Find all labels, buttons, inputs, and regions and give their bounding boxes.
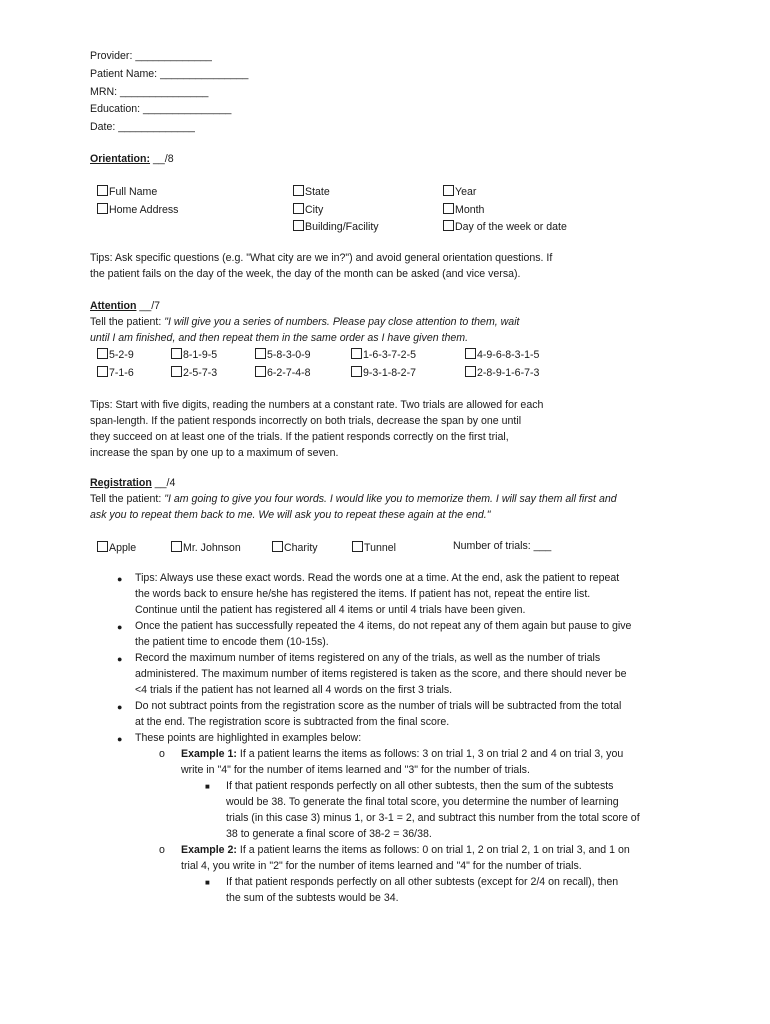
checkbox-icon (465, 366, 476, 377)
checkbox-label: 9-3-1-8-2-7 (363, 367, 416, 379)
checkbox-label: 8-1-9-5 (183, 349, 218, 361)
orientation-tips-line: Tips: Ask specific questions (e.g. "What city are we in?") and avoid general orientation questions. If (90, 252, 553, 264)
checkbox-icon (293, 203, 304, 214)
example1-sub-line: 38 to generate a final score of 38-2 = 36/38. (226, 828, 432, 840)
checkbox-icon (443, 220, 454, 231)
registration-word-charity[interactable] (272, 540, 318, 556)
example1-label: Example 1: (181, 748, 237, 760)
instruction-prefix: Tell the patient: (90, 316, 165, 328)
example2-line: trial 4, you write in "2" for the number of items learned and "4" for the number of trials. (181, 860, 582, 872)
square-bullet-icon: ■ (205, 782, 210, 791)
attention-title: Attention (90, 300, 137, 312)
registration-bullet-line: Record the maximum number of items registered on any of the trials, as well as the number of trials (135, 652, 601, 664)
attention-tips-line: they succeed on at least one of the trials. If the patient responds correctly on the first trial, (90, 431, 509, 443)
checkbox-label: 5-8-3-0-9 (267, 349, 311, 361)
example1-sub-line: would be 38. To generate the final total score, you determine the number of learning (226, 796, 619, 808)
attention-span-checkbox[interactable] (351, 347, 416, 363)
checkbox-icon (171, 366, 182, 377)
checkbox-icon (255, 366, 266, 377)
checkbox-icon (293, 185, 304, 196)
example2-sub-line: the sum of the subtests would be 34. (226, 892, 399, 904)
registration-bullet-line: the patient time to encode them (10-15s). (135, 636, 329, 648)
attention-span-checkbox[interactable] (351, 365, 416, 381)
checkbox-label: Month (455, 204, 485, 216)
registration-bullet-line: Continue until the patient has registered all 4 items or until 4 trials have been given. (135, 604, 526, 616)
orientation-checkbox-state[interactable] (293, 184, 330, 200)
registration-bullet-line: Once the patient has successfully repeated the 4 items, do not repeat any of them again but pause to give (135, 620, 632, 632)
example2-text: If a patient learns the items as follows: 0 on trial 1, 2 on trial 2, 1 on trial 3, and 1 on (236, 844, 630, 856)
registration-bullet-line: Tips: Always use these exact words. Read the words one at a time. At the end, ask the patient to repeat (135, 572, 620, 584)
date-field: Date: _____________ (90, 121, 195, 133)
checkbox-label: 2-5-7-3 (183, 367, 218, 379)
example2-line (181, 842, 630, 858)
registration-bullet-line: These points are highlighted in examples below: (135, 732, 362, 744)
attention-score: __/7 (136, 300, 161, 312)
attention-instruction-cont: until I am finished, and then repeat them in the same order as I have given them. (90, 332, 469, 344)
bullet-icon: ● (117, 654, 123, 664)
checkbox-icon (465, 348, 476, 359)
registration-score: __/4 (151, 477, 176, 489)
registration-word-tunnel[interactable] (352, 540, 396, 556)
checkbox-label: State (305, 186, 330, 198)
checkbox-icon (97, 203, 108, 214)
attention-span-checkbox[interactable] (255, 365, 311, 381)
registration-word-mr-johnson[interactable] (171, 540, 241, 556)
example1-line (181, 746, 623, 762)
example1-sub-line: If that patient responds perfectly on all other subtests, then the sum of the subtests (226, 780, 614, 792)
orientation-checkbox-day[interactable] (443, 219, 567, 235)
checkbox-label: Charity (284, 542, 318, 554)
example2-label: Example 2: (181, 844, 237, 856)
checkbox-icon (171, 348, 182, 359)
checkbox-label: 2-8-9-1-6-7-3 (477, 367, 540, 379)
checkbox-label: Full Name (109, 186, 158, 198)
attention-tips-line: Tips: Start with five digits, reading the numbers at a constant rate. Two trials are allowed for each (90, 399, 544, 411)
checkbox-label: 4-9-6-8-3-1-5 (477, 349, 540, 361)
registration-instruction (90, 491, 617, 507)
attention-span-checkbox[interactable] (171, 365, 217, 381)
orientation-checkbox-building[interactable] (293, 219, 379, 235)
checkbox-icon (255, 348, 266, 359)
checkbox-label: Building/Facility (305, 221, 379, 233)
education-field: Education: _______________ (90, 103, 232, 115)
checkbox-icon (351, 348, 362, 359)
circle-bullet-icon: o (159, 748, 165, 760)
registration-title: Registration (90, 477, 152, 489)
bullet-icon: ● (117, 574, 123, 584)
checkbox-icon (97, 348, 108, 359)
registration-bullet-line: at the end. The registration score is subtracted from the final score. (135, 716, 450, 728)
circle-bullet-icon: o (159, 844, 165, 856)
instruction-text: "I will give you a series of numbers. Please pay close attention to them, wait (164, 316, 520, 328)
checkbox-icon (171, 541, 182, 552)
orientation-title: Orientation: (90, 153, 151, 165)
orientation-heading (90, 151, 174, 167)
checkbox-label: Tunnel (364, 542, 396, 554)
instruction-prefix: Tell the patient: (90, 493, 165, 505)
checkbox-label: Year (455, 186, 477, 198)
registration-bullet-line: administered. The maximum number of items registered is taken as the score, and there should never be (135, 668, 627, 680)
checkbox-label: Apple (109, 542, 137, 554)
bullet-icon: ● (117, 622, 123, 632)
checkbox-label: Mr. Johnson (183, 542, 241, 554)
attention-tips-line: increase the span by one up to a maximum of seven. (90, 447, 339, 459)
registration-bullet-line: Do not subtract points from the registration score as the number of trials will be subtracted from the total (135, 700, 622, 712)
attention-span-checkbox[interactable] (97, 347, 134, 363)
checkbox-label: 1-6-3-7-2-5 (363, 349, 416, 361)
checkbox-label: 7-1-6 (109, 367, 134, 379)
mrn-field: MRN: _______________ (90, 86, 209, 98)
attention-tips-line: span-length. If the patient responds incorrectly on both trials, decrease the span by one until (90, 415, 522, 427)
checkbox-icon (443, 203, 454, 214)
registration-heading (90, 475, 175, 491)
attention-instruction (90, 314, 520, 330)
orientation-score: __/8 (150, 153, 174, 165)
attention-span-checkbox[interactable] (255, 347, 311, 363)
instruction-text: "I am going to give you four words. I would like you to memorize them. I will say them all first and (164, 493, 617, 505)
registration-word-apple[interactable] (97, 540, 136, 556)
orientation-checkbox-full-name[interactable] (97, 184, 157, 200)
checkbox-icon (352, 541, 363, 552)
example1-sub-line: trials (in this case 3) minus 1, or 3-1 = 2, and subtract this number from the total score of (226, 812, 640, 824)
registration-instruction-cont: ask you to repeat them back to me. We will ask you to repeat these again at the end." (90, 509, 491, 521)
example1-text: If a patient learns the items as follows: 3 on trial 1, 3 on trial 2 and 4 on trial 3, you (236, 748, 624, 760)
registration-bullet-line: <4 trials if the patient has not learned all 4 words on the first 3 trials. (135, 684, 453, 696)
checkbox-icon (272, 541, 283, 552)
example1-line: write in "4" for the number of items learned and "3" for the number of trials. (181, 764, 530, 776)
example2-sub-line: If that patient responds perfectly on all other subtests (except for 2/4 on recall), then (226, 876, 619, 888)
bullet-icon: ● (117, 734, 123, 744)
checkbox-label: City (305, 204, 324, 216)
attention-heading (90, 298, 160, 314)
checkbox-label: 5-2-9 (109, 349, 134, 361)
attention-span-checkbox[interactable] (97, 365, 134, 381)
checkbox-icon (443, 185, 454, 196)
orientation-checkbox-year[interactable] (443, 184, 476, 200)
bullet-icon: ● (117, 702, 123, 712)
checkbox-icon (97, 185, 108, 196)
checkbox-label: Day of the week or date (455, 221, 567, 233)
checkbox-icon (351, 366, 362, 377)
checkbox-icon (97, 366, 108, 377)
orientation-tips-line: the patient fails on the day of the week, the day of the month can be asked (and vice versa). (90, 268, 521, 280)
attention-span-checkbox[interactable] (171, 347, 217, 363)
orientation-checkbox-month[interactable] (443, 202, 484, 218)
attention-span-checkbox[interactable] (465, 347, 539, 363)
attention-span-checkbox[interactable] (465, 365, 539, 381)
number-of-trials-field[interactable]: Number of trials: ___ (453, 540, 552, 552)
patient-name-field: Patient Name: _______________ (90, 68, 249, 80)
checkbox-icon (97, 541, 108, 552)
checkbox-label: Home Address (109, 204, 179, 216)
provider-field: Provider: _____________ (90, 50, 212, 62)
registration-bullet-line: the words back to ensure he/she has registered the items. If patient has not, repeat the entire list. (135, 588, 591, 600)
square-bullet-icon: ■ (205, 878, 210, 887)
checkbox-label: 6-2-7-4-8 (267, 367, 311, 379)
checkbox-icon (293, 220, 304, 231)
orientation-checkbox-city[interactable] (293, 202, 323, 218)
orientation-checkbox-home-address[interactable] (97, 202, 178, 218)
